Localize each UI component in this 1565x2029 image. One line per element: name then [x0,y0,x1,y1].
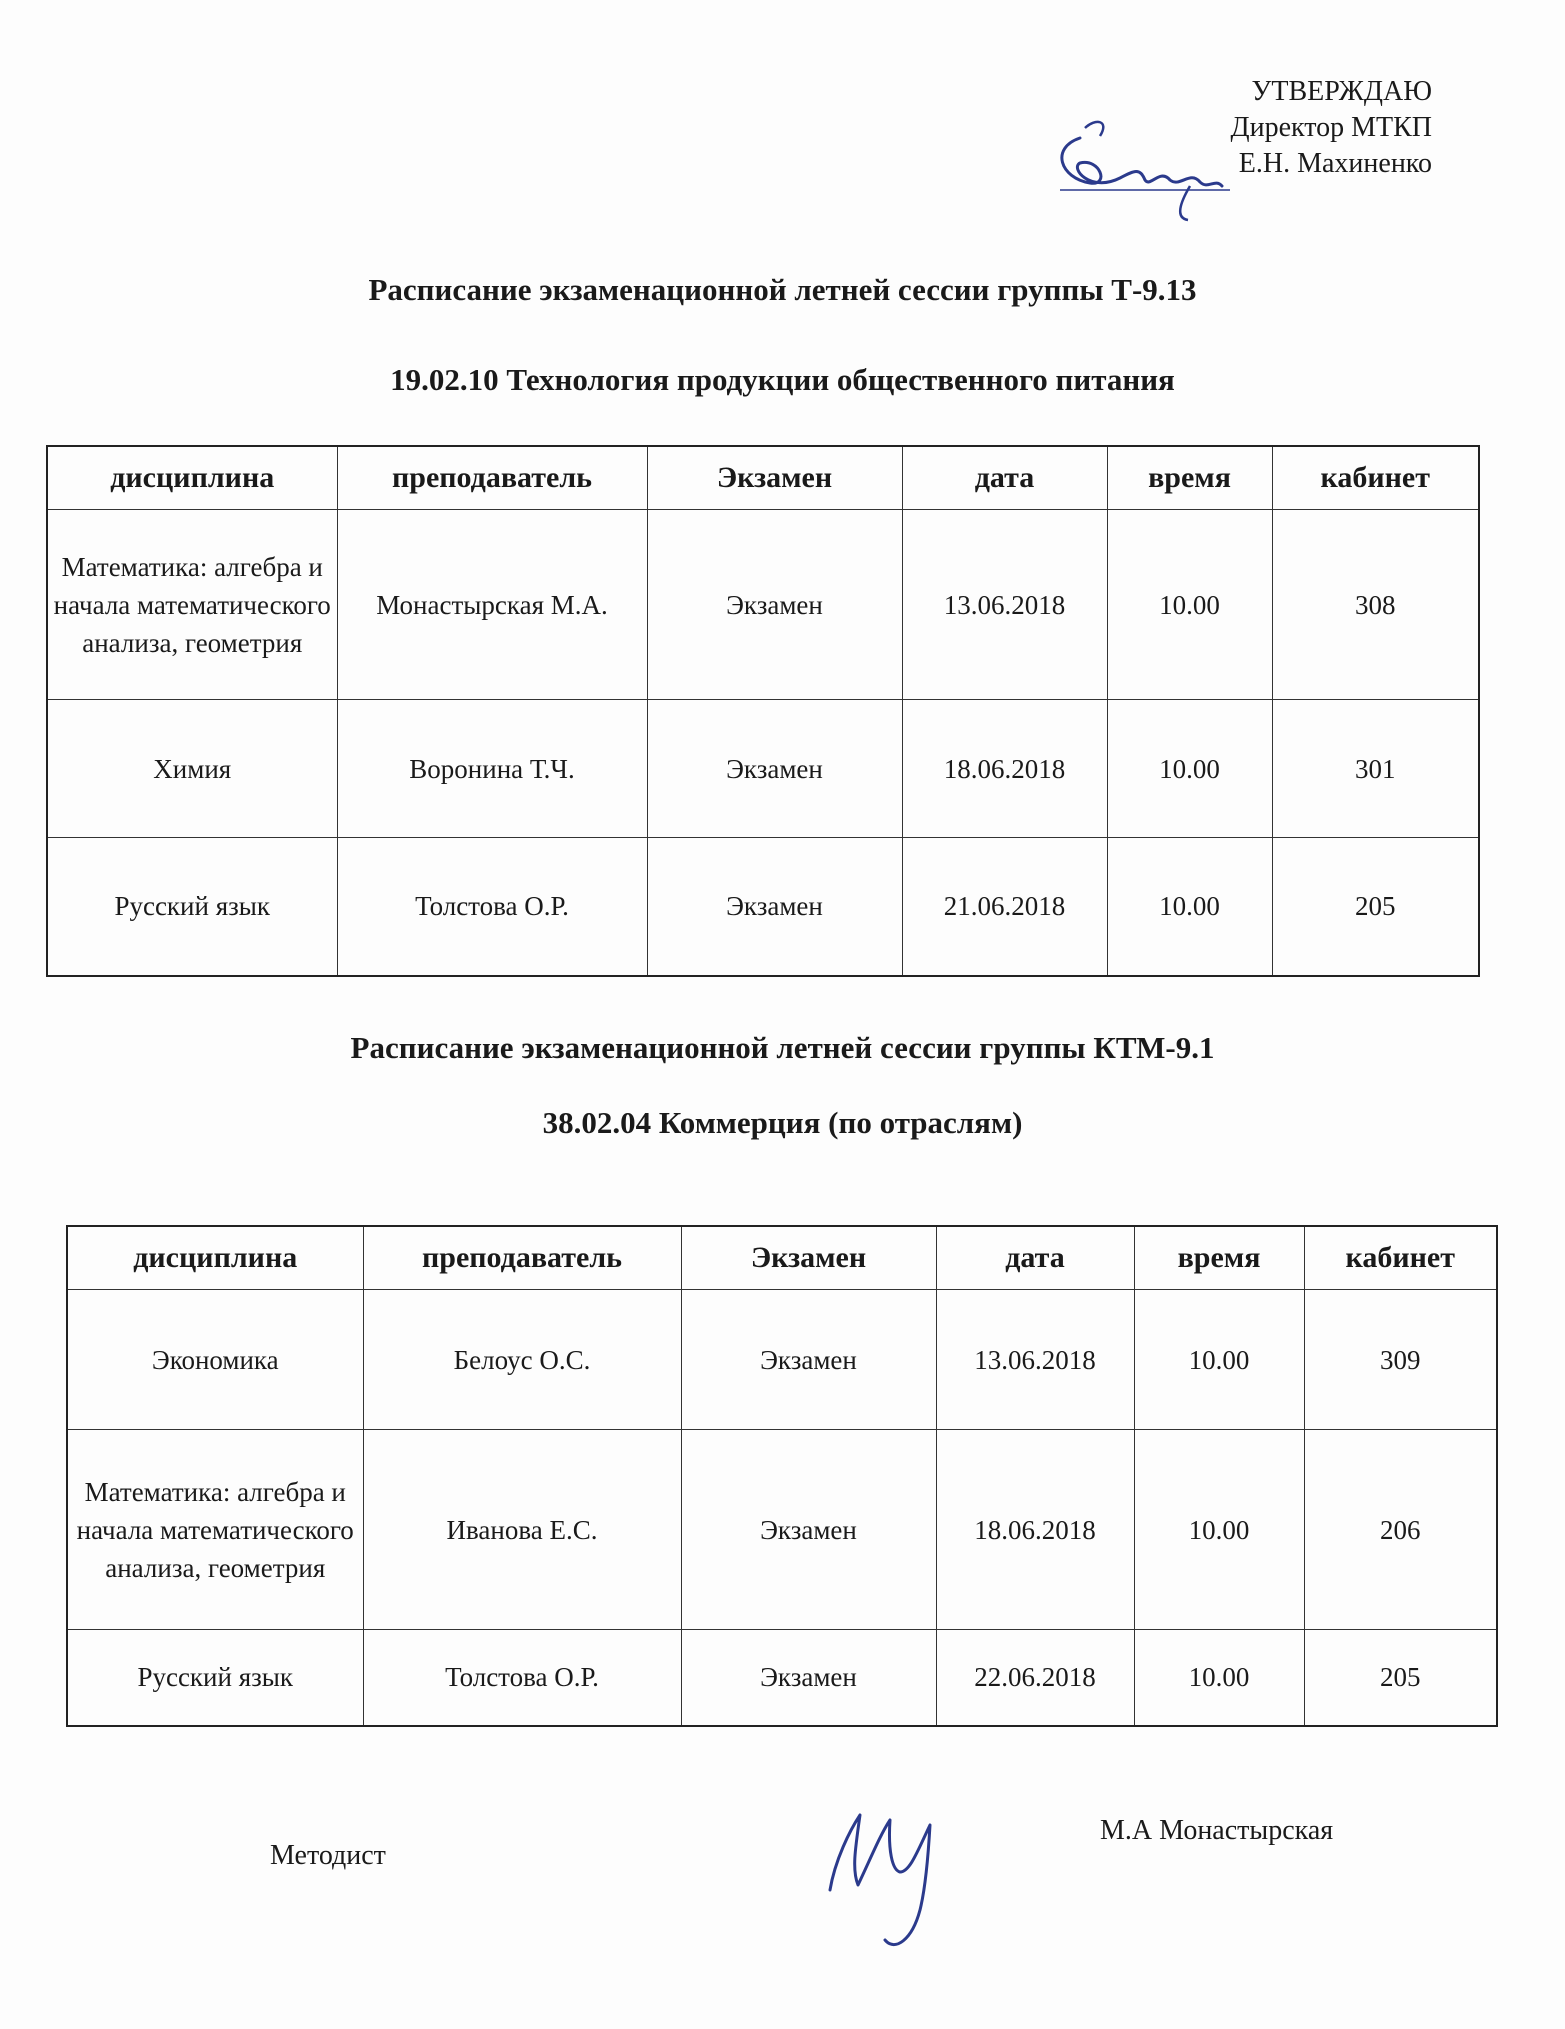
director-signature [1040,108,1240,228]
cell-discipline: Русский язык [67,1630,363,1726]
cell-exam: Экзамен [681,1430,936,1630]
header-exam: Экзамен [681,1226,936,1290]
cell-exam: Экзамен [681,1290,936,1430]
cell-room: 205 [1304,1630,1497,1726]
approval-name: Е.Н. Махиненко [1238,148,1432,179]
cell-time: 10.00 [1134,1290,1304,1430]
table-row [47,700,1479,838]
schedule-1-table [46,445,1480,977]
cell-room: 308 [1272,510,1479,700]
cell-date: 13.06.2018 [936,1290,1134,1430]
footer-role: Методист [270,1840,386,1871]
cell-discipline: Русский язык [47,838,337,976]
cell-teacher: Толстова О.Р. [337,838,647,976]
cell-date: 13.06.2018 [902,510,1107,700]
cell-room: 205 [1272,838,1479,976]
cell-date: 18.06.2018 [936,1430,1134,1630]
cell-teacher: Иванова Е.С. [363,1430,681,1630]
cell-exam: Экзамен [681,1630,936,1726]
cell-teacher: Белоус О.С. [363,1290,681,1430]
approval-heading: УТВЕРЖДАЮ [1251,76,1432,107]
cell-time: 10.00 [1107,838,1272,976]
cell-time: 10.00 [1107,700,1272,838]
table-row [47,510,1479,700]
table-header-row [47,446,1479,510]
footer-name: М.А Монастырская [1100,1815,1334,1846]
cell-date: 22.06.2018 [936,1630,1134,1726]
cell-date: 21.06.2018 [902,838,1107,976]
approval-position: Директор МТКП [1230,112,1432,143]
header-time: время [1107,446,1272,510]
table-row [67,1430,1497,1630]
schedule-2-table [66,1225,1498,1727]
cell-room: 301 [1272,700,1479,838]
cell-teacher: Воронина Т.Ч. [337,700,647,838]
cell-teacher: Толстова О.Р. [363,1630,681,1726]
header-room: кабинет [1272,446,1479,510]
cell-date: 18.06.2018 [902,700,1107,838]
schedule-1-subtitle: 19.02.10 Технология продукции общественного питания [390,362,1175,397]
cell-exam: Экзамен [647,510,902,700]
schedule-1-title: Расписание экзаменационной летней сессии группы Т-9.13 [368,272,1197,307]
cell-discipline: Экономика [67,1290,363,1430]
table-row [67,1630,1497,1726]
schedule-2-title: Расписание экзаменационной летней сессии группы КТМ-9.1 [350,1030,1215,1065]
cell-time: 10.00 [1107,510,1272,700]
header-time: время [1134,1226,1304,1290]
cell-exam: Экзамен [647,700,902,838]
cell-exam: Экзамен [647,838,902,976]
header-date: дата [902,446,1107,510]
table-row [47,838,1479,976]
header-teacher: преподаватель [363,1226,681,1290]
cell-time: 10.00 [1134,1430,1304,1630]
header-exam: Экзамен [647,446,902,510]
methodist-signature [800,1790,970,1960]
header-date: дата [936,1226,1134,1290]
table-header-row [67,1226,1497,1290]
cell-discipline: Математика: алгебра и начала математического анализа, геометрия [47,510,337,700]
table-row [67,1290,1497,1430]
cell-room: 206 [1304,1430,1497,1630]
cell-room: 309 [1304,1290,1497,1430]
header-teacher: преподаватель [337,446,647,510]
cell-teacher: Монастырская М.А. [337,510,647,700]
header-room: кабинет [1304,1226,1497,1290]
cell-discipline: Химия [47,700,337,838]
schedule-2-subtitle: 38.02.04 Коммерция (по отраслям) [542,1105,1023,1140]
cell-time: 10.00 [1134,1630,1304,1726]
header-discipline: дисциплина [47,446,337,510]
header-discipline: дисциплина [67,1226,363,1290]
cell-discipline: Математика: алгебра и начала математического анализа, геометрия [67,1430,363,1630]
